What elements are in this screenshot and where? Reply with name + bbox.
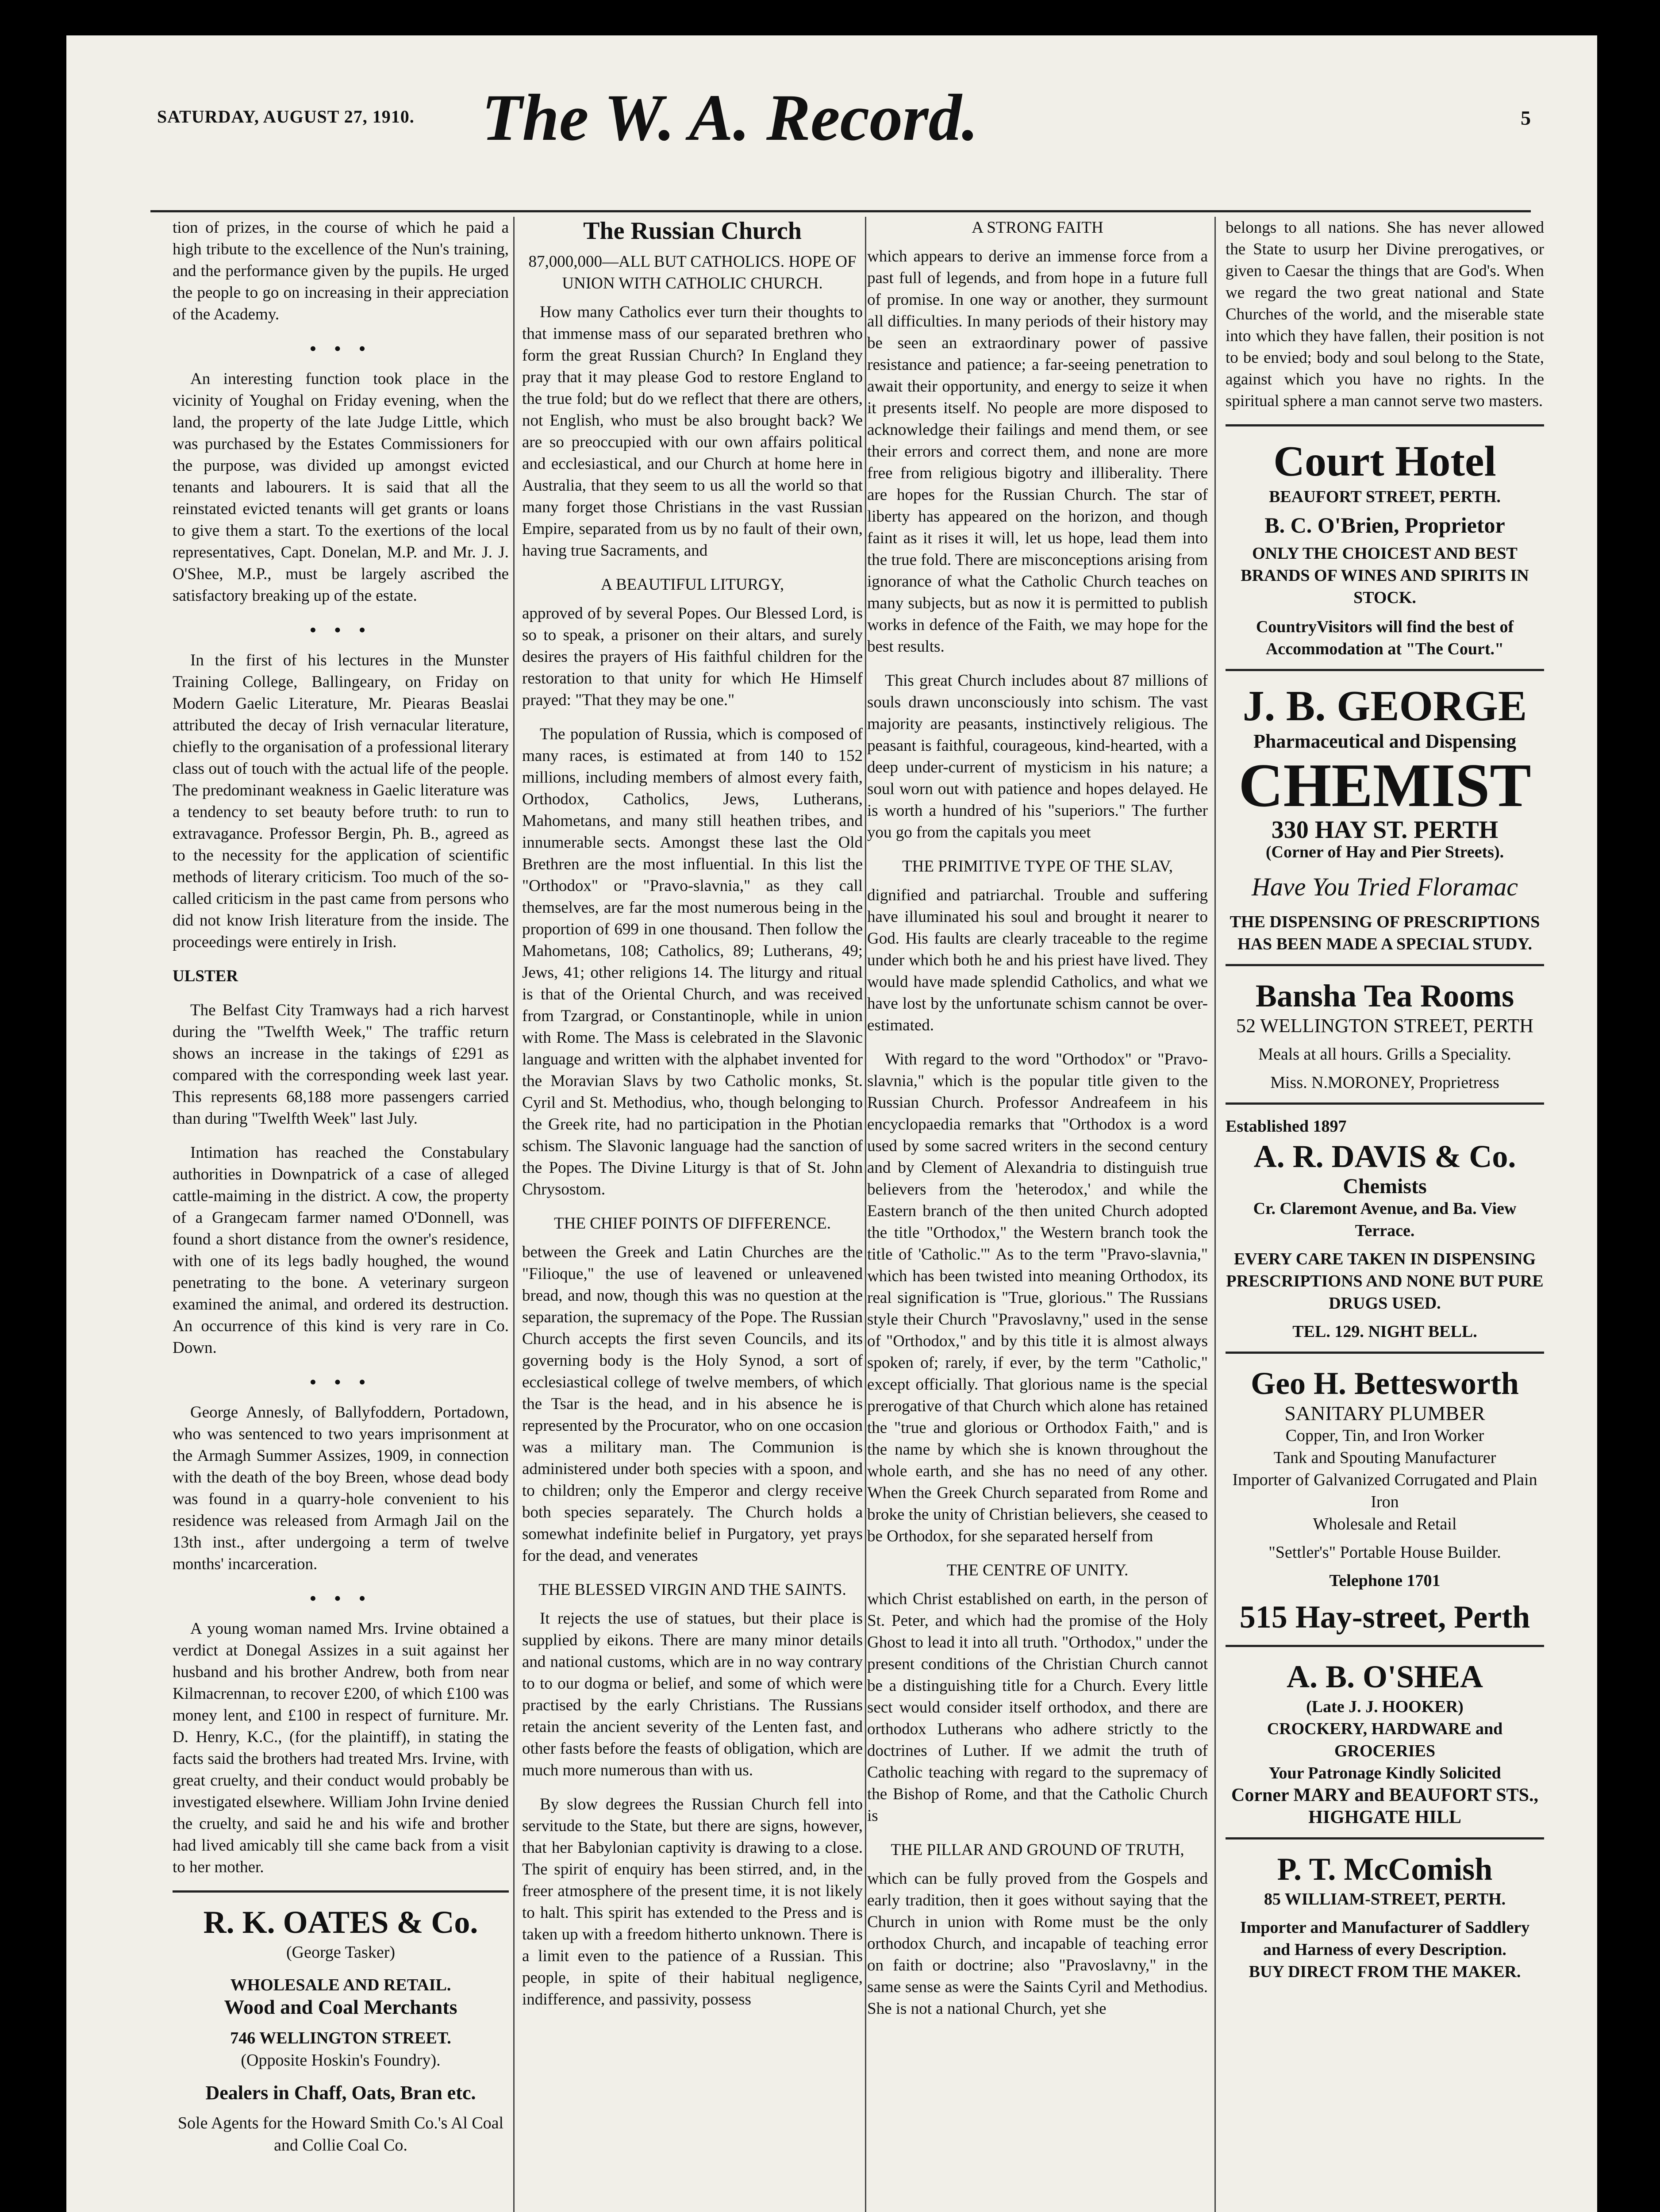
article-paragraph: By slow degrees the Russian Church fell into servitude to the State, but there are signs, however, that her Babylonian captivity is drawing to a close. The spirit of enquiry has been stirred, and, in the freer atmosphere of the present time, it is not likely to halt. This spirit has extended to the Press and is taken up with a freedom hitherto unknown. There is a limit even to the patience of a Russian. This people, in spite of their habitual negligence, indifference, and passivity, possess: [522, 1795, 863, 2008]
ad-business-name: P. T. McComish: [1277, 1851, 1493, 1887]
newspaper-page: [66, 35, 1597, 2212]
article-paragraph: The Belfast City Tramways had a rich harvest during the "Twelfth Week," The traffic return shows an increase in the takings of £291 as compared with the corresponding week last year. This represents 68,188 more passengers carried than during "Twelfth Week" last July.: [173, 1001, 509, 1128]
ad-mccomish: [1226, 1837, 1544, 1992]
article-headline: The Russian Church: [583, 217, 802, 245]
ad-business-name: Bansha Tea Rooms: [1255, 978, 1514, 1014]
ad-address: 515 Hay-street, Perth: [1239, 1599, 1530, 1635]
ad-line: Tank and Spouting Manufacturer: [1273, 1448, 1496, 1467]
ad-line: Sole Agents for the Howard Smith Co.'s Al Coal and Collie Coal Co.: [177, 2114, 504, 2154]
ad-address: 52 WELLINGTON STREET, PERTH: [1236, 1015, 1533, 1037]
ad-business-name: A. R. DAVIS & Co.: [1253, 1139, 1516, 1174]
article-subheading: THE PILLAR AND GROUND OF TRUTH,: [891, 1841, 1184, 1859]
ad-line: THE DISPENSING OF PRESCRIPTIONS HAS BEEN MADE A SPECIAL STUDY.: [1230, 913, 1540, 953]
ad-address: (Opposite Hoskin's Foundry).: [241, 2051, 441, 2070]
ad-business-name: A. B. O'SHEA: [1286, 1659, 1483, 1694]
column-3: [867, 217, 1208, 2212]
separator: • • •: [309, 1587, 372, 1609]
ad-oates: [173, 1890, 509, 2165]
ad-telephone: Telephone 1701: [1329, 1571, 1441, 1590]
ad-line: Dealers in Chaff, Oats, Bran etc.: [205, 2082, 476, 2104]
ad-business-name: Court Hotel: [1273, 438, 1496, 485]
ad-line: CROCKERY, HARDWARE and GROCERIES: [1267, 1720, 1503, 1760]
ad-proprietor: B. C. O'Brien, Proprietor: [1264, 513, 1505, 538]
article-paragraph: How many Catholics ever turn their thoughts to that immense mass of our separated brethren who form the great Russian Church? In England they pray that it may please God to restore England to the true fold; but do we reflect that there are others, not English, who must be also brought back? We are so preoccupied with our own affairs political and ecclesiastical, and our Church at home here in Australia, that they seem to us all the world so that many forget those Christians in the vast Russian Empire, separated from us by no fault of their own, having true Sacraments, and: [522, 303, 863, 560]
article-subheading: A BEAUTIFUL LITURGY,: [600, 576, 784, 594]
separator: • • •: [309, 618, 372, 641]
ad-line: Wood and Coal Merchants: [224, 1996, 457, 2018]
issue-date: SATURDAY, AUGUST 27, 1910.: [157, 107, 415, 127]
ad-bansha-tea-rooms: [1226, 964, 1544, 1102]
ad-business-name: J. B. GEORGE: [1242, 682, 1527, 730]
column-divider: [865, 217, 866, 2212]
article-subheading: THE CENTRE OF UNITY.: [946, 1561, 1129, 1579]
article-paragraph: With regard to the word "Orthodox" or "Pravo-slavnia," which is the popular title given to the Russian Church. Professor Andreafeem in his encyclopaedia remarks that "Orthodox is a word used by some sacred writers in the second century and by Clement of Alexandria to distinguish true believers from the 'heterodox,' and while the Eastern branch of the then united Church adopted the title "Orthodox," the Western branch took the title of 'Catholic.'" As to the term "Pravo-slavnia," which has been twisted into meaning Orthodox, its real signification is "True, glorious." The Russians style their Church "Pravoslavny," used in the sense of "Orthodox," and by this title it is almost always spoken of; rarely, if ever, by the term "Catholic," except officially. That glorious name is the special prerogative of that Church which alone has retained the "true and glorious or Orthodox Faith," and is the name by which she is known throughout the whole earth, and she has no need of any other. When the Greek Church separated from Rome and broke the unity of Christian believers, she ceased to be Orthodox, for she separated herself from: [867, 1050, 1208, 1545]
ad-court-hotel: [1226, 424, 1544, 669]
ad-line: Your Patronage Kindly Solicited: [1268, 1764, 1501, 1782]
ad-line: BUY DIRECT FROM THE MAKER.: [1249, 1962, 1521, 1981]
article-paragraph: The population of Russia, which is composed of many races, is estimated at from 140 to 152 millions, including members of almost every faith, Orthodox, Catholics, Jews, Lutherans, Mahometans, and many still heathen tribes, and innumerable sects. Amongst these last the Old Brethren are the most influential. In this list the "Orthodox" or "Pravo-slavnia," as they call themselves, are far the most numerous being in the proportion of 699 in one thousand. Then follow the Mahometans, 108; Catholics, 89; Lutherans, 49; Jews, 41; other religions 14. The liturgy and ritual is that of the Oriental Church, and was received from Tzargrad, or Constantinople, while in union with Rome. The Mass is celebrated in the Slavonic language and written with the alphabet invented for the Moravian Slavs by two Catholic monks, St. Cyril and St. Methodius, who, though belonging to the Greek rite, had no participation in the Photian schism. The Slavonic language had the sanction of the Popes. The Divine Liturgy is that of St. John Chrysostom.: [522, 725, 863, 1198]
ad-line: Importer and Manufacturer of Saddlery and Harness of every Description.: [1240, 1918, 1530, 1959]
ad-subtitle: Chemists: [1343, 1175, 1427, 1198]
page-number: 5: [1521, 107, 1531, 129]
column-divider: [1214, 217, 1216, 2212]
article-paragraph: In the first of his lectures in the Munster Training College, Ballingeary, on Friday on Modern Gaelic Literature, Mr. Piearas Beaslai attributed the decay of Irish vernacular literature, chiefly to the organisation of a professional literary class out of touch with the actual life of the people. The predominant weakness in Gaelic literature was a tendency to set beauty before truth: to run to extravagance. Professor Bergin, Ph. B., agreed as to the necessity for the application of scientific methods of literary criticism. Too much of the so-called criticism in the past came from persons who did not know Irish literature from the inside. The proceedings were entirely in Irish.: [173, 651, 509, 951]
article-paragraph: This great Church includes about 87 millions of souls drawn unconsciously into schism. The vast majority are peasants, instinctively religious. The peasant is faithful, courageous, kind-hearted, with a deep under-current of mysticism in his nature; a soul worn out with patience and hopes delayed. He is worth a hundred of his "superiors." The further you go from the capitals you meet: [867, 672, 1208, 841]
article-paragraph: which can be fully proved from the Gospels and early tradition, then it goes without saying that the Church in union with Rome must be the only orthodox Church, and incapable of teaching error on faith or doctrine; also "Pravoslavny," in the same sense as were the Saints Cyril and Methodius. She is not a national Church, yet she: [867, 1870, 1208, 2018]
masthead-rule: [150, 210, 1531, 212]
ad-line: EVERY CARE TAKEN IN DISPENSING PRESCRIPTIONS AND NONE BUT PURE DRUGS USED.: [1226, 1250, 1544, 1313]
article-paragraph: George Annesly, of Ballyfoddern, Portadown, who was sentenced to two years imprisonment at the Armagh Summer Assizes, 1909, in connection with the death of the boy Breen, whose dead body was found in a quarry-hole convenient to his residence was released from Armagh Jail on the 13th inst., after undergoing a term of twelve months' incarceration.: [173, 1403, 509, 1573]
ad-address: Corner MARY and BEAUFORT STS., HIGHGATE HILL: [1231, 1785, 1539, 1828]
ad-line: Pharmaceutical and Dispensing: [1253, 730, 1517, 752]
ad-line: Wholesale and Retail: [1313, 1515, 1457, 1533]
article-subheading: 87,000,000—ALL BUT CATHOLICS. HOPE OF UNION WITH CATHOLIC CHURCH.: [528, 253, 857, 292]
ad-subtitle: SANITARY PLUMBER: [1284, 1402, 1485, 1425]
ad-address: 85 WILLIAM-STREET, PERTH.: [1264, 1890, 1506, 1909]
article-paragraph: which appears to derive an immense force from a past full of legends, and from hope in a future full of promise. In one way or another, they surmount all difficulties. In many periods of their history may be seen an extraordinary power of passive resistance and patience; a far-seeing penetration to await their opportunity, and energy to seize it when it presents itself. No people are more disposed to acknowledge their failings and mend them, or see their errors and correct them, and none are more free from religious bigotry and illiberality. There are hopes for the Russian Church. The star of liberty has appeared on the horizon, and though faint as it rises it will, let us hope, lead them into the true fold. There are misconceptions arising from ignorance of what the Catholic Church teaches on many subjects, but as now it is permitted to publish works in defence of the Faith, we may hope for the best results.: [867, 247, 1208, 656]
article-paragraph: between the Greek and Latin Churches are the "Filioque," the use of leavened or unleavened bread, and now, though this was no question at the separation, the supremacy of the Pope. The Russian Church accepts the first seven Councils, and its governing body is the Holy Synod, a sort of ecclesiastical college of twelve members, of which the Tsar is the head, and in his absence he is represented by the Procurator, who on one occasion was a military man. The Communion is administered under both species with a spoon, and to children; only the Emperor and clergy receive both species separately. The Church holds a somewhat indefinite belief in Purgatory, yet prays for the dead, and venerates: [522, 1243, 863, 1565]
column-divider: [513, 217, 515, 2212]
ad-jb-george: [1226, 669, 1544, 964]
article-subheading: THE PRIMITIVE TYPE OF THE SLAV,: [902, 857, 1173, 876]
article-subheading: A STRONG FAITH: [972, 219, 1103, 237]
separator: • • •: [309, 1371, 372, 1393]
column-4: [1226, 217, 1544, 2212]
ad-davis: [1226, 1102, 1544, 1352]
article-paragraph: dignified and patriarchal. Trouble and suffering have illuminated his soul and brought it nearer to God. His faults are clearly traceable to the regime under which both he and his priest have lived. They would have made splendid Catholics, and what we have lost by the unfortunate schism cannot be over-estimated.: [867, 886, 1208, 1034]
article-paragraph: approved of by several Popes. Our Blessed Lord, is so to speak, a prisoner on their altars, and surely desires the prayers of His faithful children for the restoration to that unity for which He Himself prayed: "That they may be one.": [522, 604, 863, 709]
article-paragraph: Intimation has reached the Constabulary authorities in Downpatrick of a case of alleged cattle-maiming in the district. A cow, the property of a Grangecam farmer named O'Donnell, was found a short distance from the owner's residence, with one of its legs badly houghed, the wound penetrating to the bone. A veterinary surgeon examined the animal, and ordered its destruction. An occurrence of this kind is very rare in Co. Down.: [173, 1144, 509, 1357]
ad-telephone: TEL. 129. NIGHT BELL.: [1292, 1322, 1477, 1341]
ad-address: Cr. Claremont Avenue, and Ba. View Terrace.: [1253, 1199, 1517, 1240]
newspaper-title: The W. A. Record.: [481, 81, 979, 154]
ad-address: 746 WELLINGTON STREET.: [230, 2029, 451, 2047]
ad-line: WHOLESALE AND RETAIL.: [230, 1976, 451, 1994]
ad-line: "Settler's" Portable House Builder.: [1268, 1543, 1501, 1562]
article-subheading: THE CHIEF POINTS OF DIFFERENCE.: [554, 1214, 831, 1233]
ad-established: Established 1897: [1226, 1117, 1347, 1136]
ad-subtitle: (George Tasker): [286, 1943, 395, 1962]
ad-address: 330 HAY ST. PERTH: [1271, 816, 1499, 844]
ad-bettesworth: [1226, 1352, 1544, 1645]
article-paragraph: An interesting function took place in the vicinity of Youghal on Friday evening, when the land, the property of the late Judge Little, which was purchased by the Estates Commissioners for the purpose, was divided up amongst evicted tenants and labourers. It is said that all the reinstated evicted tenants will get grants or loans to give them a start. To the exertions of the local representatives, Capt. Donelan, M.P. and Mr. J. J. O'Shee, M.P., must be largely ascribed the satisfactory breaking up of the estate.: [173, 370, 509, 605]
article-paragraph: which Christ established on earth, in the person of St. Peter, and which had the promise of the Holy Ghost to lead it into all truth. "Orthodox," under the present conditions of the Christian Church cannot be a distinguishing title for a Church. Every little sect would consider itself orthodox, and there are orthodox Lutherans who adhere strictly to the doctrines of Luther. If we admit the truth of Catholic teaching with regard to the supremacy of the Bishop of Rome, and that the Catholic Church is: [867, 1590, 1208, 1825]
ad-line: CHEMIST: [1238, 751, 1531, 820]
ad-line: Importer of Galvanized Corrugated and Plain Iron: [1232, 1471, 1537, 1511]
ad-address: (Corner of Hay and Pier Streets).: [1265, 843, 1504, 861]
article-paragraph: A young woman named Mrs. Irvine obtained a verdict at Donegal Assizes in a suit against her husband and his brother Andrew, both from near Kilmacrennan, to recover £200, of which £100 was money lent, and £100 in respect of furniture. Mr. D. Henry, K.C., (for the plaintiff), in stating the facts said the brothers had treated Mrs. Irvine, with great cruelty, and their conduct would probably be investigated elsewhere. William John Irvine denied the cruelty, and said he and his wife and brother had lived amicably till she came back from a visit to her mother.: [173, 1620, 509, 1876]
ad-address: BEAUFORT STREET, PERTH.: [1269, 488, 1501, 506]
ad-line: Meals at all hours. Grills a Speciality.: [1258, 1045, 1511, 1064]
ad-line: Copper, Tin, and Iron Worker: [1285, 1426, 1484, 1445]
section-heading: ULSTER: [173, 967, 238, 985]
ad-proprietor: Miss. N.MORONEY, Proprietress: [1270, 1073, 1499, 1092]
ad-line: ONLY THE CHOICEST AND BEST BRANDS OF WINES AND SPIRITS IN STOCK.: [1241, 544, 1529, 607]
article-subheading: THE BLESSED VIRGIN AND THE SAINTS.: [538, 1581, 846, 1599]
column-2: [522, 217, 863, 2212]
article-paragraph: It rejects the use of statues, but their place is supplied by eikons. There are many minor details and national customs, which are in no way contrary to to our dogma or belief, and some of which were practised by the early Christians. The Russians retain the ancient severity of the Lenten fast, and other fasts before the feasts of obligation, which are much more numerous than with us.: [522, 1609, 863, 1779]
ad-business-name: R. K. OATES & Co.: [203, 1905, 478, 1940]
column-1: [173, 217, 509, 2212]
article-paragraph: tion of prizes, in the course of which he paid a high tribute to the excellence of the Nun's training, and the performance given by the pupils. He urged the people to go on increasing in their appreciation of the Academy.: [173, 219, 509, 323]
ad-oshea: [1226, 1645, 1544, 1837]
separator: • • •: [309, 337, 372, 360]
article-paragraph: belongs to all nations. She has never allowed the State to usurp her Divine prerogatives, or given to Caesar the things that are God's. When we regard the two great national and State Churches of the world, and the miserable state into which they have fallen, their position is not to be envied; body and soul belong to the State, against which you have no rights. In the spiritual sphere a man cannot serve two masters.: [1226, 219, 1544, 410]
ad-subtitle: (Late J. J. HOOKER): [1306, 1697, 1464, 1716]
ad-line: CountryVisitors will find the best of Accommodation at "The Court.": [1256, 618, 1514, 658]
ad-slogan: Have You Tried Floramac: [1251, 872, 1518, 901]
ad-business-name: Geo H. Bettesworth: [1251, 1366, 1519, 1401]
